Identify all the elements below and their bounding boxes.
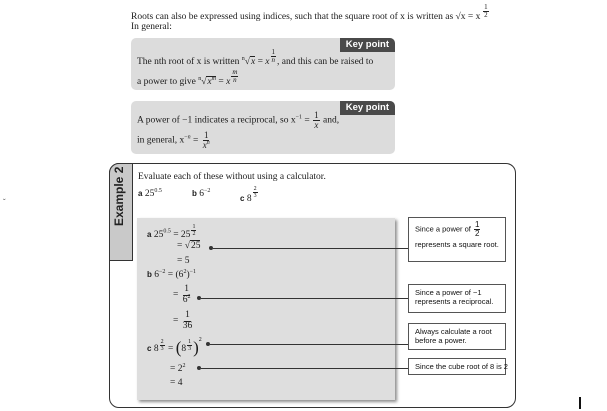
intro-exponent: 1 2	[484, 3, 488, 19]
key-point-tag: Key point	[340, 101, 395, 115]
work-a-line2: = √25	[177, 241, 201, 251]
nth-root-power-expression: $^n√x^m = x$ $\frac{m}{n}$	[198, 68, 238, 88]
key-point-tag: Key point	[340, 38, 395, 52]
connector-line-a	[213, 248, 408, 249]
work-b-line3: = $\frac{1}{36}$	[173, 310, 193, 331]
key-point-1-line2: a power to give $^n√x^m = x$ $\frac{m}{n}$	[137, 68, 238, 88]
key-point-box-2	[131, 101, 395, 154]
note-cube-root: Since the cube root of 8 is 2	[408, 358, 506, 375]
key-point-box-1	[131, 38, 395, 90]
work-c-line2: = $2^2$	[170, 362, 186, 374]
intro-text	[131, 4, 490, 22]
stray-mark-right	[579, 397, 581, 409]
key-point-2-line1: A power of −1 indicates a reciprocal, so $x^{-1}$ = $\frac{1}{x}$ and,	[137, 110, 340, 130]
note-square-root: Since a power of $\frac{1}{2}$ represents a square root.	[408, 217, 506, 262]
in-general-label: In general:	[131, 22, 172, 32]
stray-mark-left: ˇ	[3, 198, 6, 207]
key-point-1-line1: The nth root of x is written $^n$√x = x $\frac{1}{n}$ , and this can be raised to	[137, 48, 374, 68]
note-root-before-power: Always calculate a root before a power.	[408, 323, 506, 350]
connector-line-c2	[201, 368, 408, 369]
key-point-2-line2: in general, $x^{-n}$ = $\frac{1}{x^n}$	[137, 130, 210, 150]
work-b-line1: b $6^{-2} = (6^2)^{-1}$	[147, 268, 196, 280]
nth-root-expression: $^n$√x = x $\frac{1}{n}$	[241, 48, 276, 68]
note-reciprocal: Since a power of −1 represents a reciprocal.	[408, 284, 506, 313]
example-prompt: Evaluate each of these without using a calculator.	[138, 172, 326, 182]
question-part-a: a $25^{0.5}$	[138, 187, 162, 199]
work-c-line1: c 8 $\frac{2}{3}$ = (8 $\frac{1}{3}$ )$^2$	[147, 337, 202, 357]
question-part-c: $_c$ 8 $\frac{2}{3}$	[240, 186, 257, 204]
example-tab-label: Example 2	[112, 166, 126, 226]
work-c-line3: = 4	[170, 378, 183, 388]
work-b-line2: = $\frac{1}{6^2}$	[173, 284, 191, 305]
work-a-line1: a $25^{0.5} = 25$ $\frac{1}{2}$	[147, 224, 196, 240]
work-a-line3: = 5	[177, 256, 190, 266]
question-part-b: b $6^{-2}$	[192, 187, 211, 199]
intro-sentence: Roots can also be expressed using indices, such that the square root of x is written as √x = x	[131, 12, 481, 23]
connector-line-c1	[210, 344, 408, 345]
connector-line-b	[201, 298, 408, 299]
